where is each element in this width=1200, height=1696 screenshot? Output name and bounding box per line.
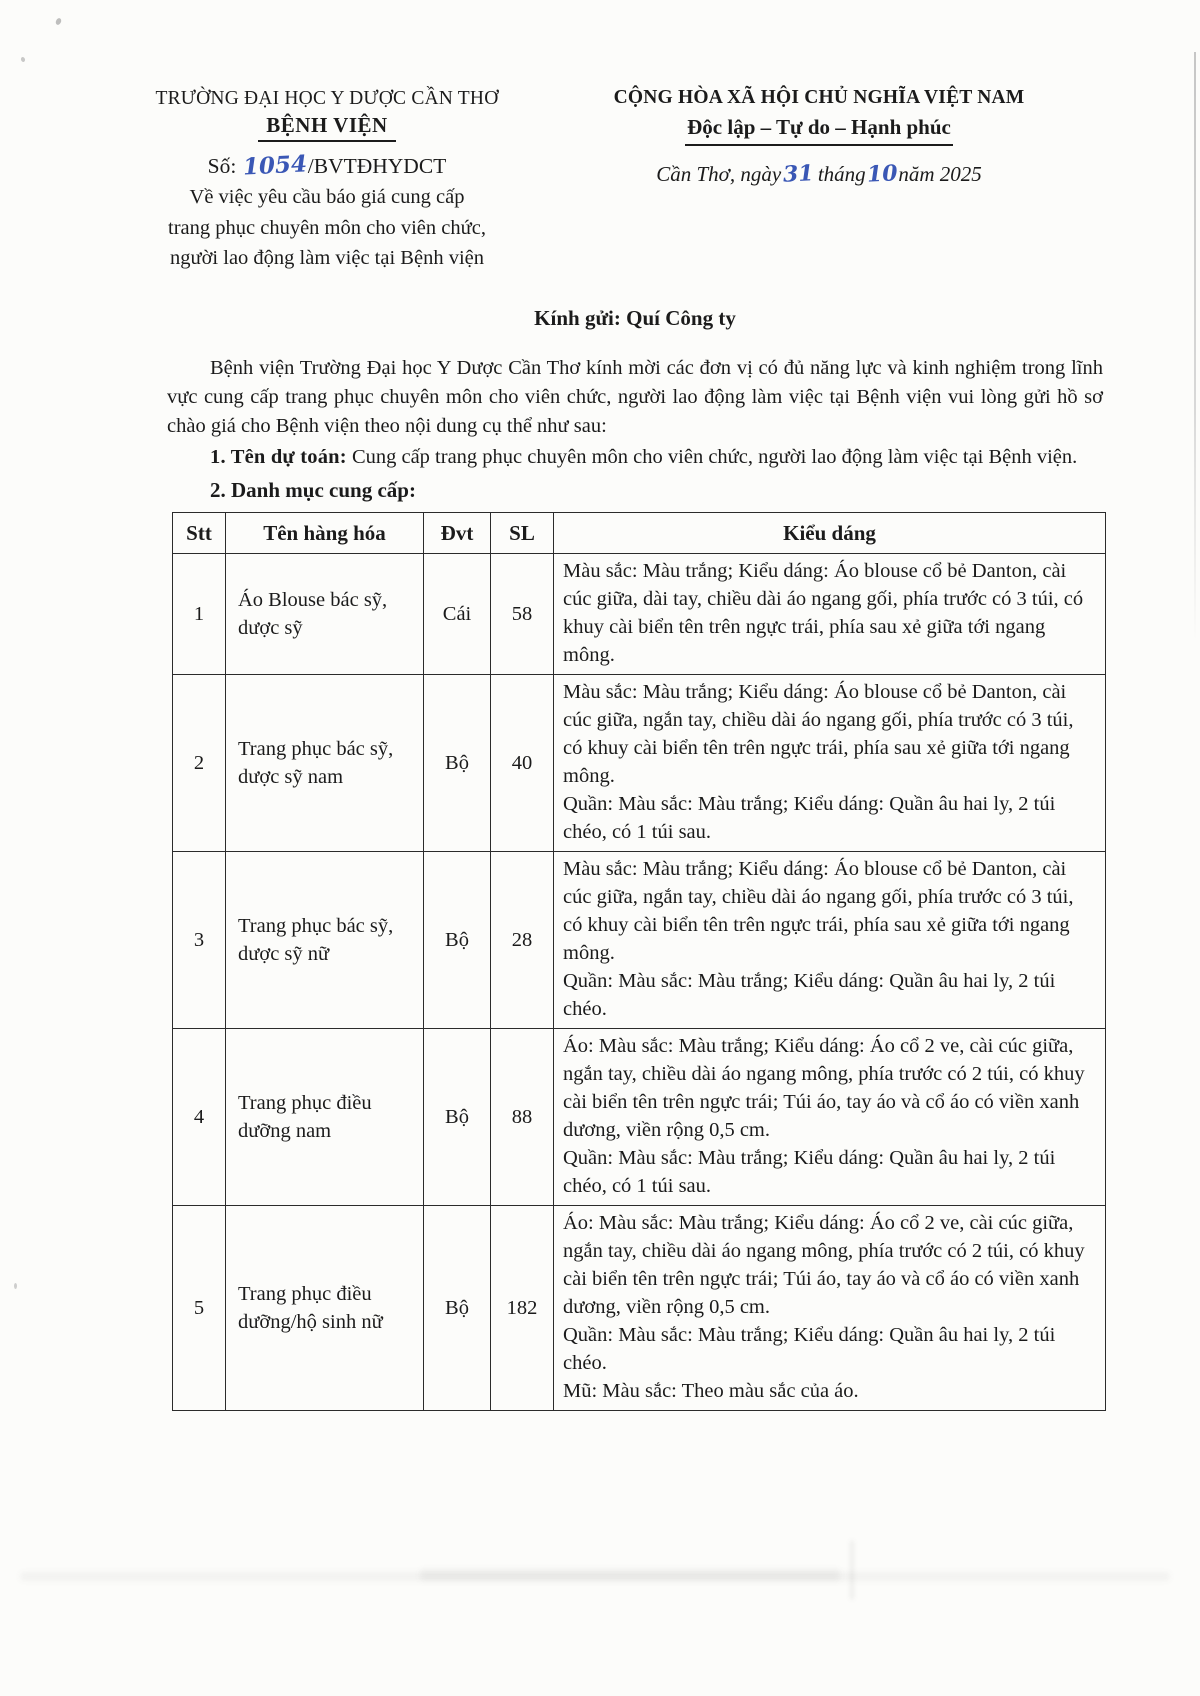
table-row	[173, 1205, 1106, 1410]
cell-style-description	[554, 1205, 1106, 1410]
cell-unit: Bộ	[424, 674, 491, 851]
style-paragraph: Mũ: Màu sắc: Theo màu sắc của áo.	[563, 1379, 859, 1402]
cell-unit: Bộ	[424, 1205, 491, 1410]
doc-subject-line-2: trang phục chuyên môn cho viên chức,	[168, 216, 486, 239]
table-row	[173, 553, 1106, 674]
style-paragraph: Áo: Màu sắc: Màu trắng; Kiểu dáng: Áo cổ 2 ve, cài cúc giữa, ngắn tay, chiều dài áo ngang mông, phía trước có 2 túi, có khuy cài biển tên trên ngực trái; Túi áo, tay áo và cổ áo có viền xanh dương, viền rộng 0,5 cm.	[563, 1034, 1085, 1141]
cell-style-description	[554, 851, 1106, 1028]
col-header-qty: SL	[491, 512, 554, 553]
cell-qty: 58	[491, 553, 554, 674]
style-paragraph: Áo: Màu sắc: Màu trắng; Kiểu dáng: Áo cổ 2 ve, cài cúc giữa, ngắn tay, chiều dài áo ngang mông, phía trước có 2 túi, có khuy cài biển tên trên ngực trái; Túi áo, tay áo và cổ áo có viền xanh dương, viền rộng 0,5 cm.	[563, 1211, 1085, 1318]
scan-smudge	[850, 1540, 854, 1600]
col-header-style: Kiểu dáng	[554, 512, 1106, 553]
intro-paragraph: Bệnh viện Trường Đại học Y Dược Cần Thơ kính mời các đơn vị có đủ năng lực và kinh nghiệm trong lĩnh vực cung cấp trang phục chuyên môn cho viên chức, người lao động làm việc tại Bệnh viện vui lòng gửi hồ sơ chào giá cho Bệnh viện theo nội dung cụ thể như sau:	[167, 356, 1103, 437]
cell-item-name: Trang phục bác sỹ, dược sỹ nữ	[226, 851, 424, 1028]
col-header-unit: Đvt	[424, 512, 491, 553]
cell-item-name: Áo Blouse bác sỹ, dược sỹ	[226, 553, 424, 674]
doc-subject-line-1: Về việc yêu cầu báo giá cung cấp	[189, 186, 465, 208]
cell-style-description	[554, 553, 1106, 674]
salutation: Kính gửi: Quí Công ty	[534, 305, 736, 330]
org-name: BỆNH VIỆN	[258, 112, 395, 142]
supply-table	[172, 512, 1106, 1411]
table-row	[173, 1028, 1106, 1205]
style-paragraph: Màu sắc: Màu trắng; Kiểu dáng: Áo blouse cổ bẻ Danton, cài cúc giữa, dài tay, chiều dài áo ngang gối, phía trước có 3 túi, có khuy cài biển tên trên ngực trái, phía sau xẻ giữa tới ngang mông.	[563, 559, 1084, 666]
national-name: CỘNG HÒA XÃ HỘI CHỦ NGHĨA VIỆT NAM	[613, 87, 1025, 108]
col-header-name: Tên hàng hóa	[226, 512, 424, 553]
cell-stt: 1	[173, 553, 226, 674]
item-1-text: Cung cấp trang phục chuyên môn cho viên chức, người lao động làm việc tại Bệnh viện.	[346, 445, 1078, 468]
dateline-middle: tháng	[817, 162, 866, 186]
item-2-supply-list-heading: 2. Danh mục cung cấp:	[210, 477, 416, 502]
cell-stt: 4	[173, 1028, 226, 1205]
cell-unit: Cái	[424, 553, 491, 674]
table-header-row	[173, 512, 1106, 553]
cell-stt: 2	[173, 674, 226, 851]
cell-qty: 182	[491, 1205, 554, 1410]
doc-number-suffix: /BVTĐHYDCT	[307, 154, 447, 178]
style-paragraph: Quần: Màu sắc: Màu trắng; Kiểu dáng: Quần âu hai ly, 2 túi chéo.	[563, 1323, 1056, 1374]
cell-item-name: Trang phục điều dưỡng nam	[226, 1028, 424, 1205]
issuing-agency-block	[132, 85, 522, 273]
style-paragraph: Màu sắc: Màu trắng; Kiểu dáng: Áo blouse cổ bẻ Danton, cài cúc giữa, ngắn tay, chiều dài áo ngang gối, phía trước có 3 túi, có khuy cài biển tên trên ngực trái, phía sau xẻ giữa tới ngang mông.	[563, 680, 1074, 787]
style-paragraph: Quần: Màu sắc: Màu trắng; Kiểu dáng: Quần âu hai ly, 2 túi chéo, có 1 túi sau.	[563, 1146, 1056, 1197]
letterhead	[132, 85, 1103, 273]
cell-qty: 28	[491, 851, 554, 1028]
doc-number-label: Số:	[207, 154, 237, 178]
table-row	[173, 851, 1106, 1028]
doc-number-handwritten: 1054	[242, 150, 308, 181]
cell-item-name: Trang phục điều dưỡng/hộ sinh nữ	[226, 1205, 424, 1410]
item-1-estimate-name	[167, 443, 1103, 472]
scan-smudge	[420, 1569, 840, 1581]
document-number-line	[132, 151, 522, 181]
scan-speck	[14, 1283, 17, 1289]
place-dateline	[584, 159, 1054, 189]
cell-unit: Bộ	[424, 1028, 491, 1205]
cell-unit: Bộ	[424, 851, 491, 1028]
table-row	[173, 674, 1106, 851]
cell-item-name: Trang phục bác sỹ, dược sỹ nam	[226, 674, 424, 851]
col-header-stt: Stt	[173, 512, 226, 553]
dateline-suffix: năm 2025	[898, 162, 982, 186]
style-paragraph: Quần: Màu sắc: Màu trắng; Kiểu dáng: Quần âu hai ly, 2 túi chéo, có 1 túi sau.	[563, 792, 1056, 843]
national-header-block	[584, 85, 1054, 273]
cell-stt: 3	[173, 851, 226, 1028]
handwritten-month: 10	[866, 160, 898, 188]
parent-org-name: TRƯỜNG ĐẠI HỌC Y DƯỢC CẦN THƠ	[155, 88, 499, 109]
national-motto: Độc lập – Tự do – Hạnh phúc	[685, 114, 953, 146]
cell-stt: 5	[173, 1205, 226, 1410]
cell-qty: 88	[491, 1028, 554, 1205]
dateline-prefix: Cần Thơ, ngày	[656, 162, 782, 186]
style-paragraph: Quần: Màu sắc: Màu trắng; Kiểu dáng: Quần âu hai ly, 2 túi chéo.	[563, 969, 1056, 1020]
cell-style-description	[554, 674, 1106, 851]
item-1-label: 1. Tên dự toán:	[210, 445, 347, 468]
cell-style-description	[554, 1028, 1106, 1205]
doc-subject-line-3: người lao động làm việc tại Bệnh viện	[169, 247, 484, 269]
cell-qty: 40	[491, 674, 554, 851]
handwritten-day: 31	[782, 160, 815, 188]
style-paragraph: Màu sắc: Màu trắng; Kiểu dáng: Áo blouse cổ bẻ Danton, cài cúc giữa, ngắn tay, chiều dài áo ngang gối, phía trước có 3 túi, có khuy cài biển tên trên ngực trái, phía sau xẻ giữa tới ngang mông.	[563, 857, 1074, 964]
scan-page-edge	[1194, 52, 1196, 642]
